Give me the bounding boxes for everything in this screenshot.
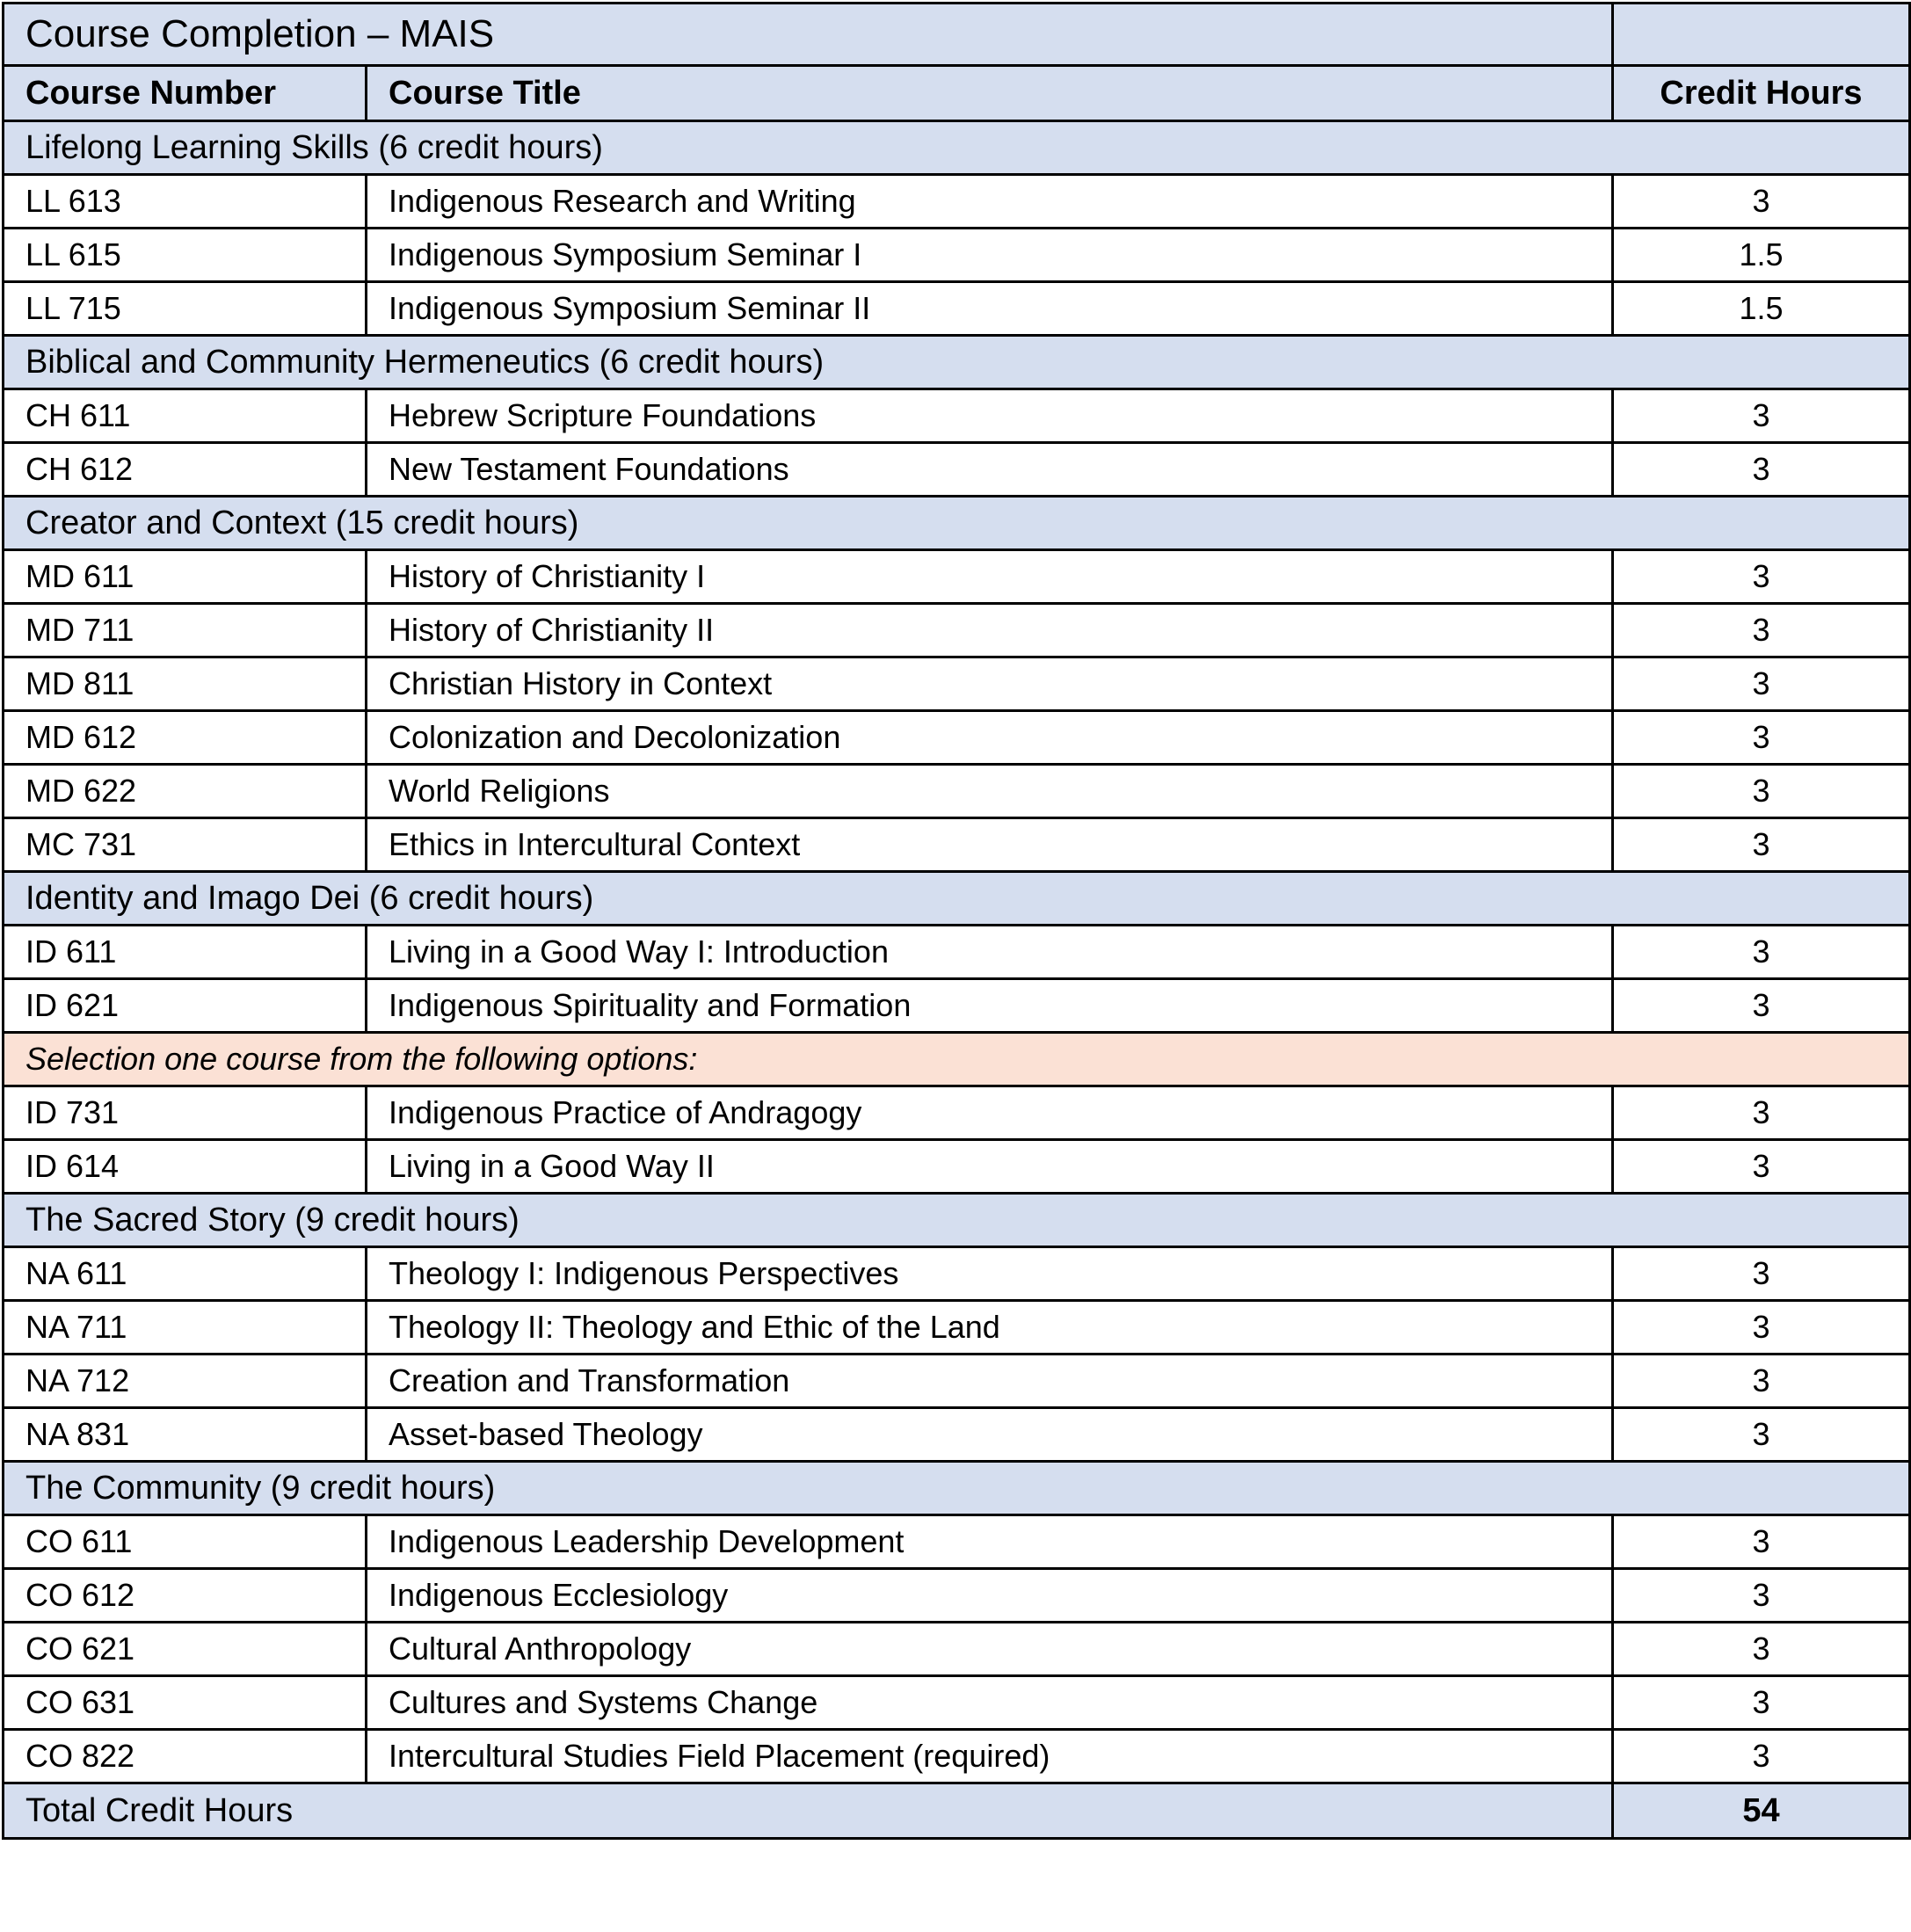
option-note-row: [4, 1033, 1910, 1086]
course-number: CH 611: [4, 389, 367, 443]
course-credits: 3: [1613, 1408, 1910, 1462]
course-row: [4, 1247, 1910, 1301]
section-heading: The Community (9 credit hours): [4, 1462, 1910, 1515]
course-credits: 3: [1613, 1355, 1910, 1408]
course-row: [4, 229, 1910, 282]
section-heading: Creator and Context (15 credit hours): [4, 497, 1910, 550]
course-row: [4, 550, 1910, 604]
course-credits: 3: [1613, 1140, 1910, 1194]
section-heading: Biblical and Community Hermeneutics (6 credit hours): [4, 336, 1910, 389]
course-credits: 3: [1613, 1569, 1910, 1623]
total-label: Total Credit Hours: [4, 1783, 1613, 1839]
title-row: [4, 4, 1910, 66]
course-title: Asset-based Theology: [367, 1408, 1613, 1462]
course-title: Indigenous Leadership Development: [367, 1515, 1613, 1569]
course-number: CH 612: [4, 443, 367, 497]
course-number: LL 615: [4, 229, 367, 282]
course-title: World Religions: [367, 765, 1613, 818]
header-credit-hours: Credit Hours: [1613, 66, 1910, 121]
section-heading: The Sacred Story (9 credit hours): [4, 1194, 1910, 1247]
section-heading: Identity and Imago Dei (6 credit hours): [4, 872, 1910, 926]
section-row: [4, 872, 1910, 926]
course-row: [4, 1730, 1910, 1783]
course-number: NA 831: [4, 1408, 367, 1462]
course-number: ID 614: [4, 1140, 367, 1194]
course-credits: 3: [1613, 1086, 1910, 1140]
course-row: [4, 1086, 1910, 1140]
course-row: [4, 657, 1910, 711]
course-number: ID 731: [4, 1086, 367, 1140]
course-number: MC 731: [4, 818, 367, 872]
course-title: Living in a Good Way I: Introduction: [367, 926, 1613, 979]
course-credits: 3: [1613, 1301, 1910, 1355]
course-row: [4, 1355, 1910, 1408]
course-title: Christian History in Context: [367, 657, 1613, 711]
course-title: Cultures and Systems Change: [367, 1676, 1613, 1730]
course-credits: 3: [1613, 443, 1910, 497]
course-number: MD 622: [4, 765, 367, 818]
course-number: CO 631: [4, 1676, 367, 1730]
course-title: History of Christianity I: [367, 550, 1613, 604]
course-number: LL 715: [4, 282, 367, 336]
course-credits: 3: [1613, 765, 1910, 818]
course-title: Colonization and Decolonization: [367, 711, 1613, 765]
course-number: MD 612: [4, 711, 367, 765]
title-empty-cell: [1613, 4, 1910, 66]
section-row: [4, 1194, 1910, 1247]
course-credits: 1.5: [1613, 229, 1910, 282]
course-number: LL 613: [4, 175, 367, 229]
course-title: Theology II: Theology and Ethic of the Land: [367, 1301, 1613, 1355]
course-number: CO 621: [4, 1623, 367, 1676]
course-credits: 3: [1613, 818, 1910, 872]
header-row: [4, 66, 1910, 121]
total-value: 54: [1613, 1783, 1910, 1839]
course-title: Indigenous Research and Writing: [367, 175, 1613, 229]
course-title: Indigenous Ecclesiology: [367, 1569, 1613, 1623]
option-note: Selection one course from the following options:: [4, 1033, 1910, 1086]
course-credits: 3: [1613, 1515, 1910, 1569]
course-credits: 1.5: [1613, 282, 1910, 336]
course-title: New Testament Foundations: [367, 443, 1613, 497]
course-title: Cultural Anthropology: [367, 1623, 1613, 1676]
course-credits: 3: [1613, 175, 1910, 229]
course-credits: 3: [1613, 1247, 1910, 1301]
course-credits: 3: [1613, 979, 1910, 1033]
course-row: [4, 282, 1910, 336]
course-title: Theology I: Indigenous Perspectives: [367, 1247, 1613, 1301]
header-course-title: Course Title: [367, 66, 1613, 121]
course-credits: 3: [1613, 604, 1910, 657]
course-row: [4, 1676, 1910, 1730]
course-credits: 3: [1613, 711, 1910, 765]
section-row: [4, 336, 1910, 389]
course-title: History of Christianity II: [367, 604, 1613, 657]
section-row: [4, 121, 1910, 175]
total-row: [4, 1783, 1910, 1839]
course-credits: 3: [1613, 1676, 1910, 1730]
course-credits: 3: [1613, 389, 1910, 443]
course-row: [4, 1301, 1910, 1355]
course-title: Hebrew Scripture Foundations: [367, 389, 1613, 443]
course-row: [4, 765, 1910, 818]
course-number: NA 611: [4, 1247, 367, 1301]
course-row: [4, 175, 1910, 229]
course-credits: 3: [1613, 550, 1910, 604]
course-number: ID 621: [4, 979, 367, 1033]
course-number: CO 822: [4, 1730, 367, 1783]
course-number: MD 811: [4, 657, 367, 711]
course-row: [4, 711, 1910, 765]
course-number: MD 711: [4, 604, 367, 657]
course-credits: 3: [1613, 1623, 1910, 1676]
course-title: Ethics in Intercultural Context: [367, 818, 1613, 872]
course-row: [4, 1408, 1910, 1462]
course-row: [4, 818, 1910, 872]
course-row: [4, 979, 1910, 1033]
course-title: Indigenous Symposium Seminar I: [367, 229, 1613, 282]
course-title: Intercultural Studies Field Placement (required): [367, 1730, 1613, 1783]
course-number: NA 712: [4, 1355, 367, 1408]
course-number: MD 611: [4, 550, 367, 604]
course-row: [4, 443, 1910, 497]
course-number: CO 611: [4, 1515, 367, 1569]
table-body: [4, 4, 1910, 1839]
course-completion-table: [2, 2, 1911, 1840]
section-row: [4, 1462, 1910, 1515]
course-credits: 3: [1613, 1730, 1910, 1783]
course-number: CO 612: [4, 1569, 367, 1623]
course-row: [4, 926, 1910, 979]
course-title: Creation and Transformation: [367, 1355, 1613, 1408]
section-heading: Lifelong Learning Skills (6 credit hours): [4, 121, 1910, 175]
course-title: Indigenous Symposium Seminar II: [367, 282, 1613, 336]
section-row: [4, 497, 1910, 550]
course-row: [4, 1140, 1910, 1194]
course-title: Living in a Good Way II: [367, 1140, 1613, 1194]
course-title: Indigenous Spirituality and Formation: [367, 979, 1613, 1033]
header-course-number: Course Number: [4, 66, 367, 121]
course-title: Indigenous Practice of Andragogy: [367, 1086, 1613, 1140]
table-title: Course Completion – MAIS: [4, 4, 1613, 66]
course-credits: 3: [1613, 926, 1910, 979]
course-row: [4, 1515, 1910, 1569]
course-credits: 3: [1613, 657, 1910, 711]
course-number: ID 611: [4, 926, 367, 979]
course-number: NA 711: [4, 1301, 367, 1355]
course-row: [4, 389, 1910, 443]
course-row: [4, 604, 1910, 657]
course-row: [4, 1623, 1910, 1676]
course-row: [4, 1569, 1910, 1623]
